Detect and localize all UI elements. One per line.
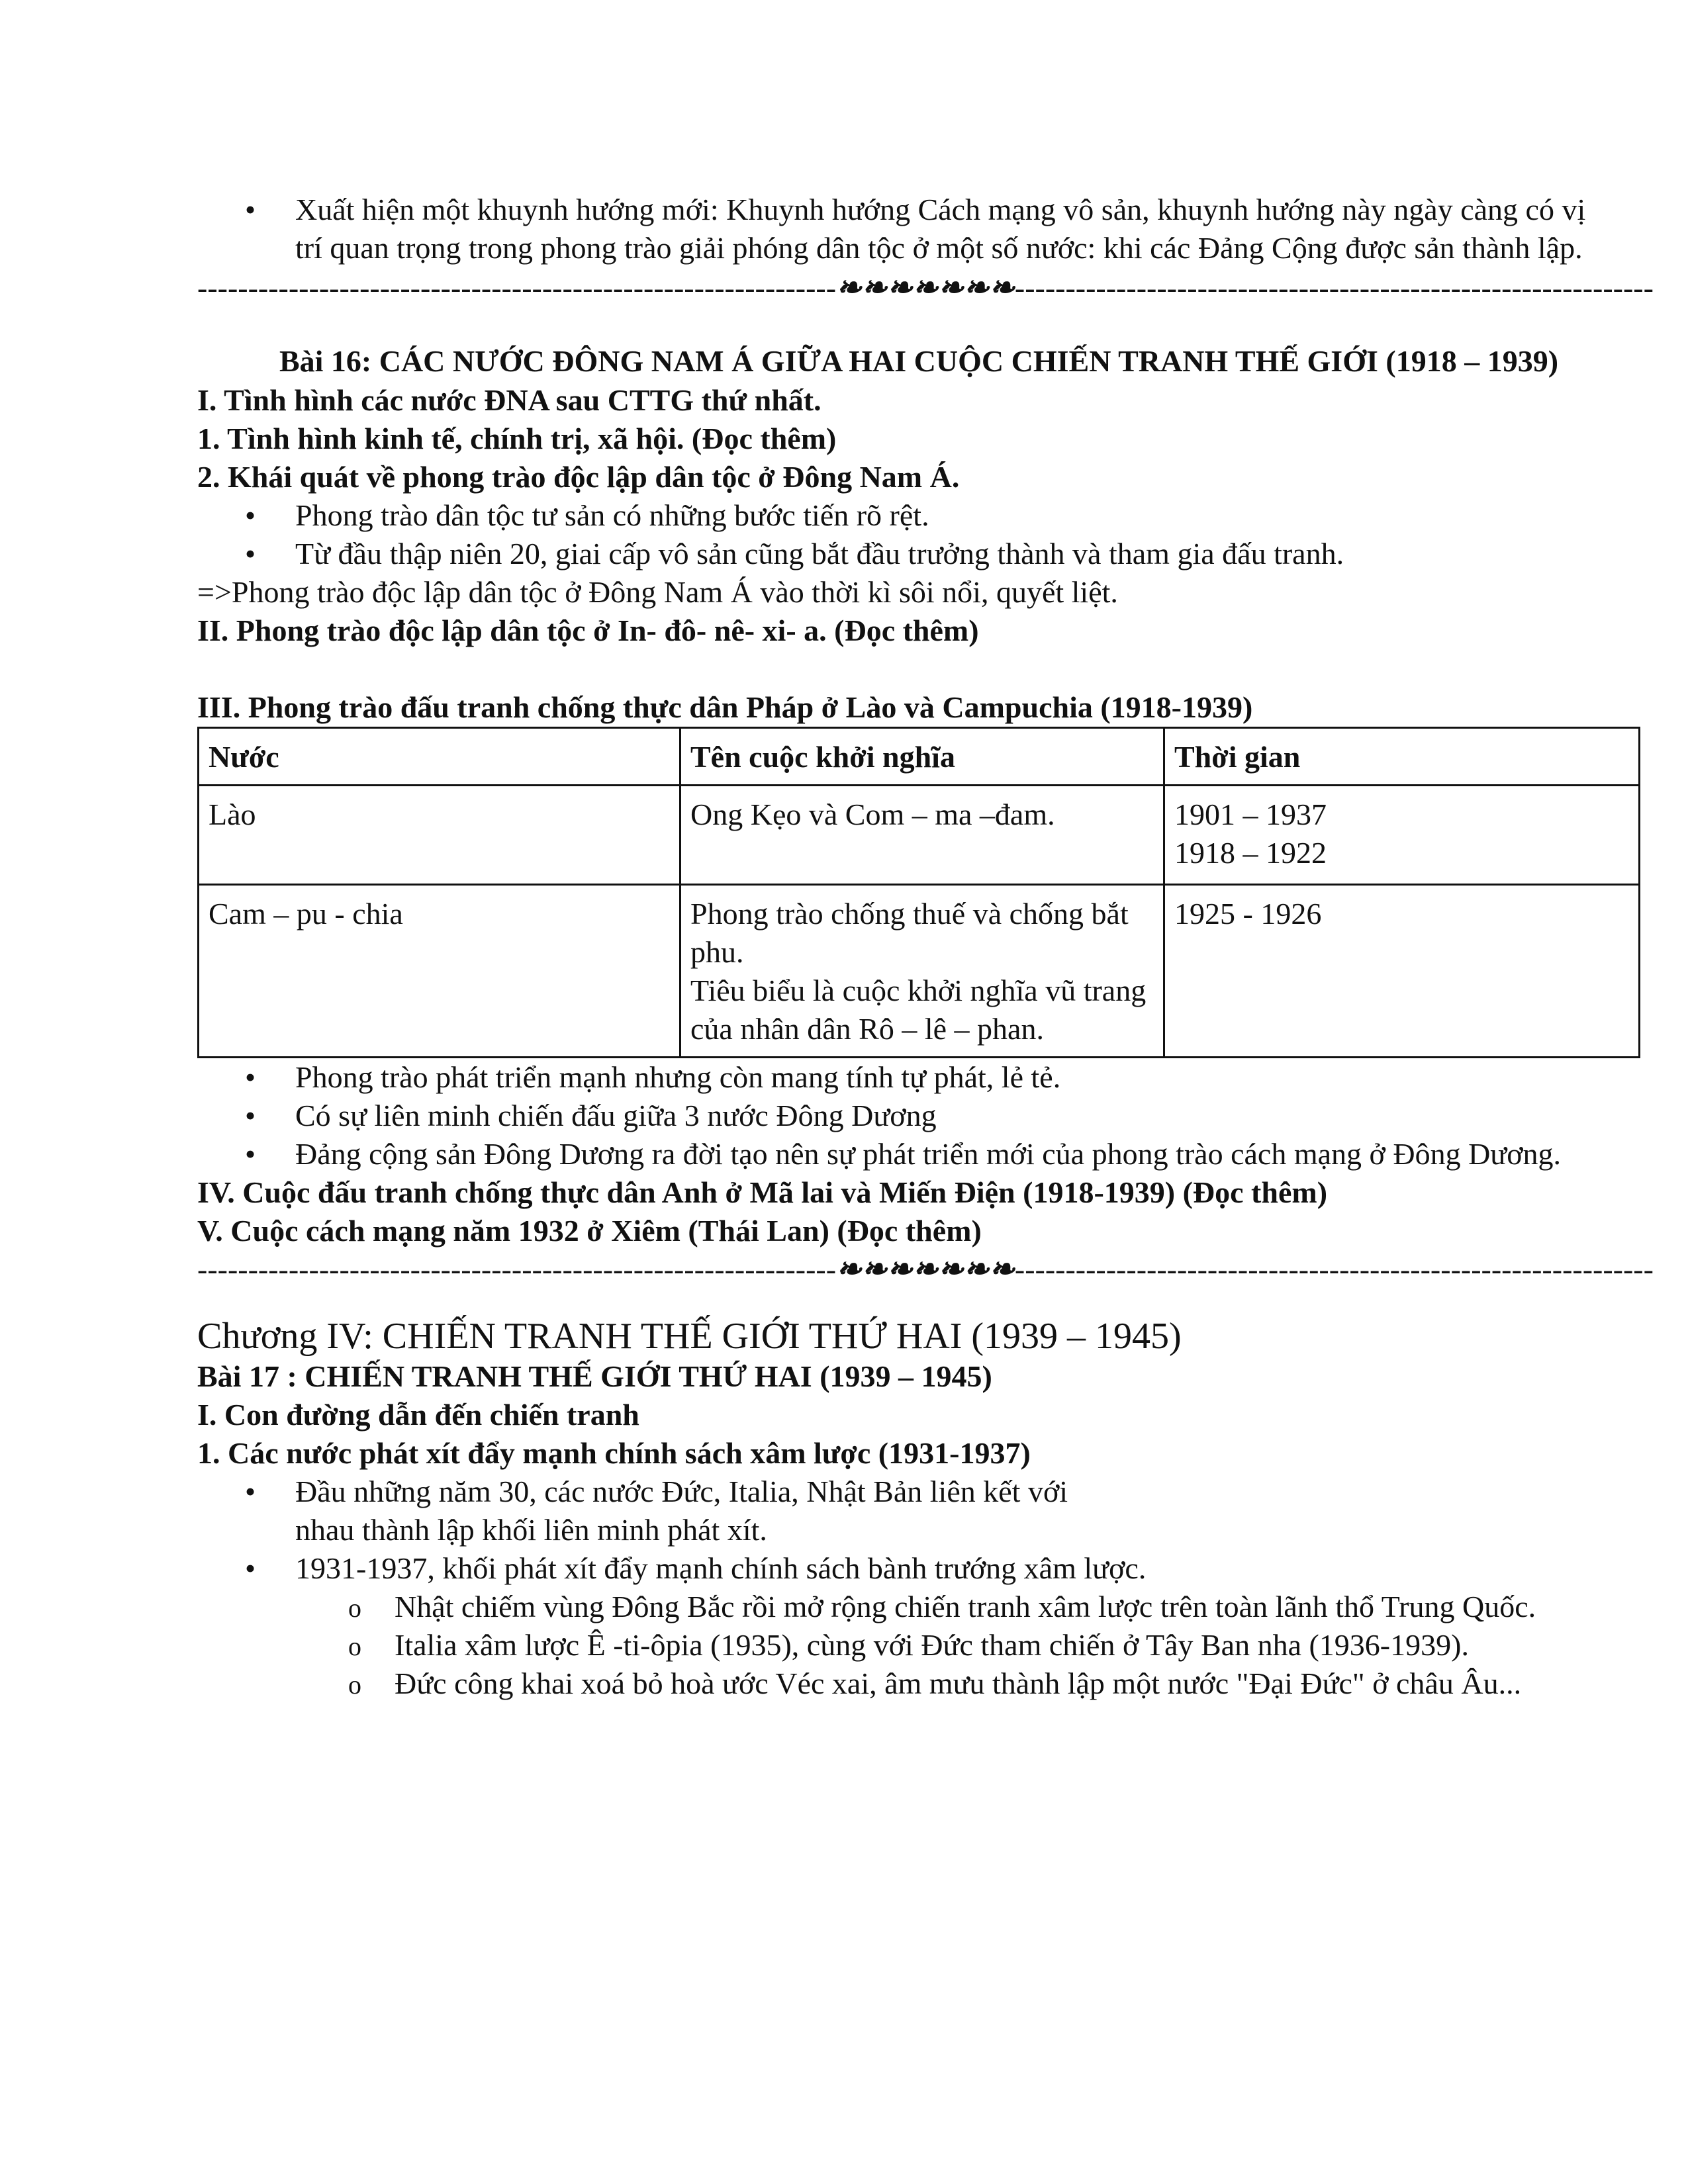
separator-ornament: ❧❧❧❧❧❧❧ [836,1252,1015,1286]
list-item [197,1473,1640,1549]
lesson17-section-1: I. Con đường dẫn đến chiến tranh [197,1398,639,1432]
lesson16-section-1-2: 2. Khái quát về phong trào độc lập dân tộc ở Đông Nam Á. [197,460,960,494]
chapter-title: Chương IV: CHIẾN TRANH THẾ GIỚI THỨ HAI (1939 – 1945) [197,1316,1182,1357]
lesson16-title: Bài 16: CÁC NƯỚC ĐÔNG NAM Á GIỮA HAI CUỘC CHIẾN TRANH THẾ GIỚI (1918 – 1939) [279,344,1559,378]
table-header: Nước [199,728,680,786]
list-item-line: • Đầu những năm 30, các nước Đức, Italia, Nhật Bản liên kết với [295,1475,1068,1508]
separator-dashes: --------------------------------------------------------------- [197,1252,837,1286]
table-header: Tên cuộc khởi nghĩa [680,728,1164,786]
table-cell-time [1164,786,1640,885]
lesson17-title: Bài 17 : CHIẾN TRANH THẾ GIỚI THỨ HAI (1939 – 1945) [197,1359,992,1393]
lesson16-section-3: III. Phong trào đấu tranh chống thực dân Pháp ở Lào và Campuchia (1918-1939) [197,690,1253,724]
list-item: • 1931-1937, khối phát xít đẩy mạnh chính sách bành trướng xâm lược. [197,1549,1640,1588]
uprising-table [197,727,1640,1058]
section-separator [197,269,1654,307]
list-item: • Phong trào phát triển mạnh nhưng còn mang tính tự phát, lẻ tẻ. [197,1058,1640,1097]
list-item: • Có sự liên minh chiến đấu giữa 3 nước Đông Dương [197,1097,1640,1135]
list-item-line: nhau thành lập khối liên minh phát xít. [295,1513,767,1547]
separator-dashes: --------------------------------------------------------------- [197,271,837,304]
lesson16-section-4: IV. Cuộc đấu tranh chống thực dân Anh ở Mã lai và Miến Điện (1918-1939) (Đọc thêm) [197,1175,1328,1209]
sub-list-item: o Italia xâm lược Ê -ti-ôpia (1935), cùng với Đức tham chiến ở Tây Ban nha (1936-1939). [197,1626,1639,1664]
intro-bullet: • Xuất hiện một khuynh hướng mới: Khuynh hướng Cách mạng vô sản, khuynh hướng này ngày càng có vị trí quan trọng trong phong trào giải phóng dân tộc ở một số nước: khi các Đảng Cộng được sản thành lập. [197,191,1593,267]
uprising-text: Phong trào chống thuế và chống bắt phu. [690,897,1129,969]
table-cell-time: 1925 - 1926 [1164,885,1640,1058]
sub-list-item: o Nhật chiếm vùng Đông Bắc rồi mở rộng chiến tranh xâm lược trên toàn lãnh thổ Trung Quốc. [197,1588,1639,1626]
table-cell-uprising: Ong Kẹo và Com – ma –đam. [680,786,1164,885]
list-item: • Từ đầu thập niên 20, giai cấp vô sản cũng bắt đầu trưởng thành và tham gia đấu tranh. [197,535,1640,573]
table-cell-uprising [680,885,1164,1058]
table-cell-country: Cam – pu - chia [199,885,680,1058]
lesson17-section-1-1: 1. Các nước phát xít đẩy mạnh chính sách xâm lược (1931-1937) [197,1436,1031,1470]
sub-list-item: o Đức công khai xoá bỏ hoà ước Véc xai, âm mưu thành lập một nước "Đại Đức" ở châu Âu... [197,1664,1639,1703]
list-item: • Đảng cộng sản Đông Dương ra đời tạo nên sự phát triển mới của phong trào cách mạng ở Đông Dương. [197,1135,1593,1173]
separator-dashes: --------------------------------------------------------------- [1014,1252,1654,1286]
uprising-text: Tiêu biểu là cuộc khởi nghĩa vũ trang của nhân dân Rô – lê – phan. [690,974,1147,1046]
lesson16-section-1-1: 1. Tình hình kinh tế, chính trị, xã hội. (Đọc thêm) [197,422,837,455]
document-page [197,191,1654,1703]
table-row [199,786,1640,885]
table-header: Thời gian [1164,728,1640,786]
section-separator [197,1250,1654,1289]
table-row [199,885,1640,1058]
separator-dashes: --------------------------------------------------------------- [1014,271,1654,304]
lesson16-section-1: I. Tình hình các nước ĐNA sau CTTG thứ nhất. [197,383,821,417]
table-header-row [199,728,1640,786]
separator-ornament: ❧❧❧❧❧❧❧ [836,271,1015,304]
lesson16-section-5: V. Cuộc cách mạng năm 1932 ở Xiêm (Thái Lan) (Đọc thêm) [197,1214,982,1248]
table-cell-country: Lào [199,786,680,885]
lesson16-section-2: II. Phong trào độc lập dân tộc ở In- đô- nê- xi- a. (Đọc thêm) [197,614,979,647]
time-value: 1918 – 1922 [1174,836,1327,870]
list-item: • Phong trào dân tộc tư sản có những bước tiến rõ rệt. [197,496,1640,535]
conclusion-text: =>Phong trào độc lập dân tộc ở Đông Nam Á vào thời kì sôi nổi, quyết liệt. [197,575,1118,609]
time-value: 1901 – 1937 [1174,797,1327,831]
